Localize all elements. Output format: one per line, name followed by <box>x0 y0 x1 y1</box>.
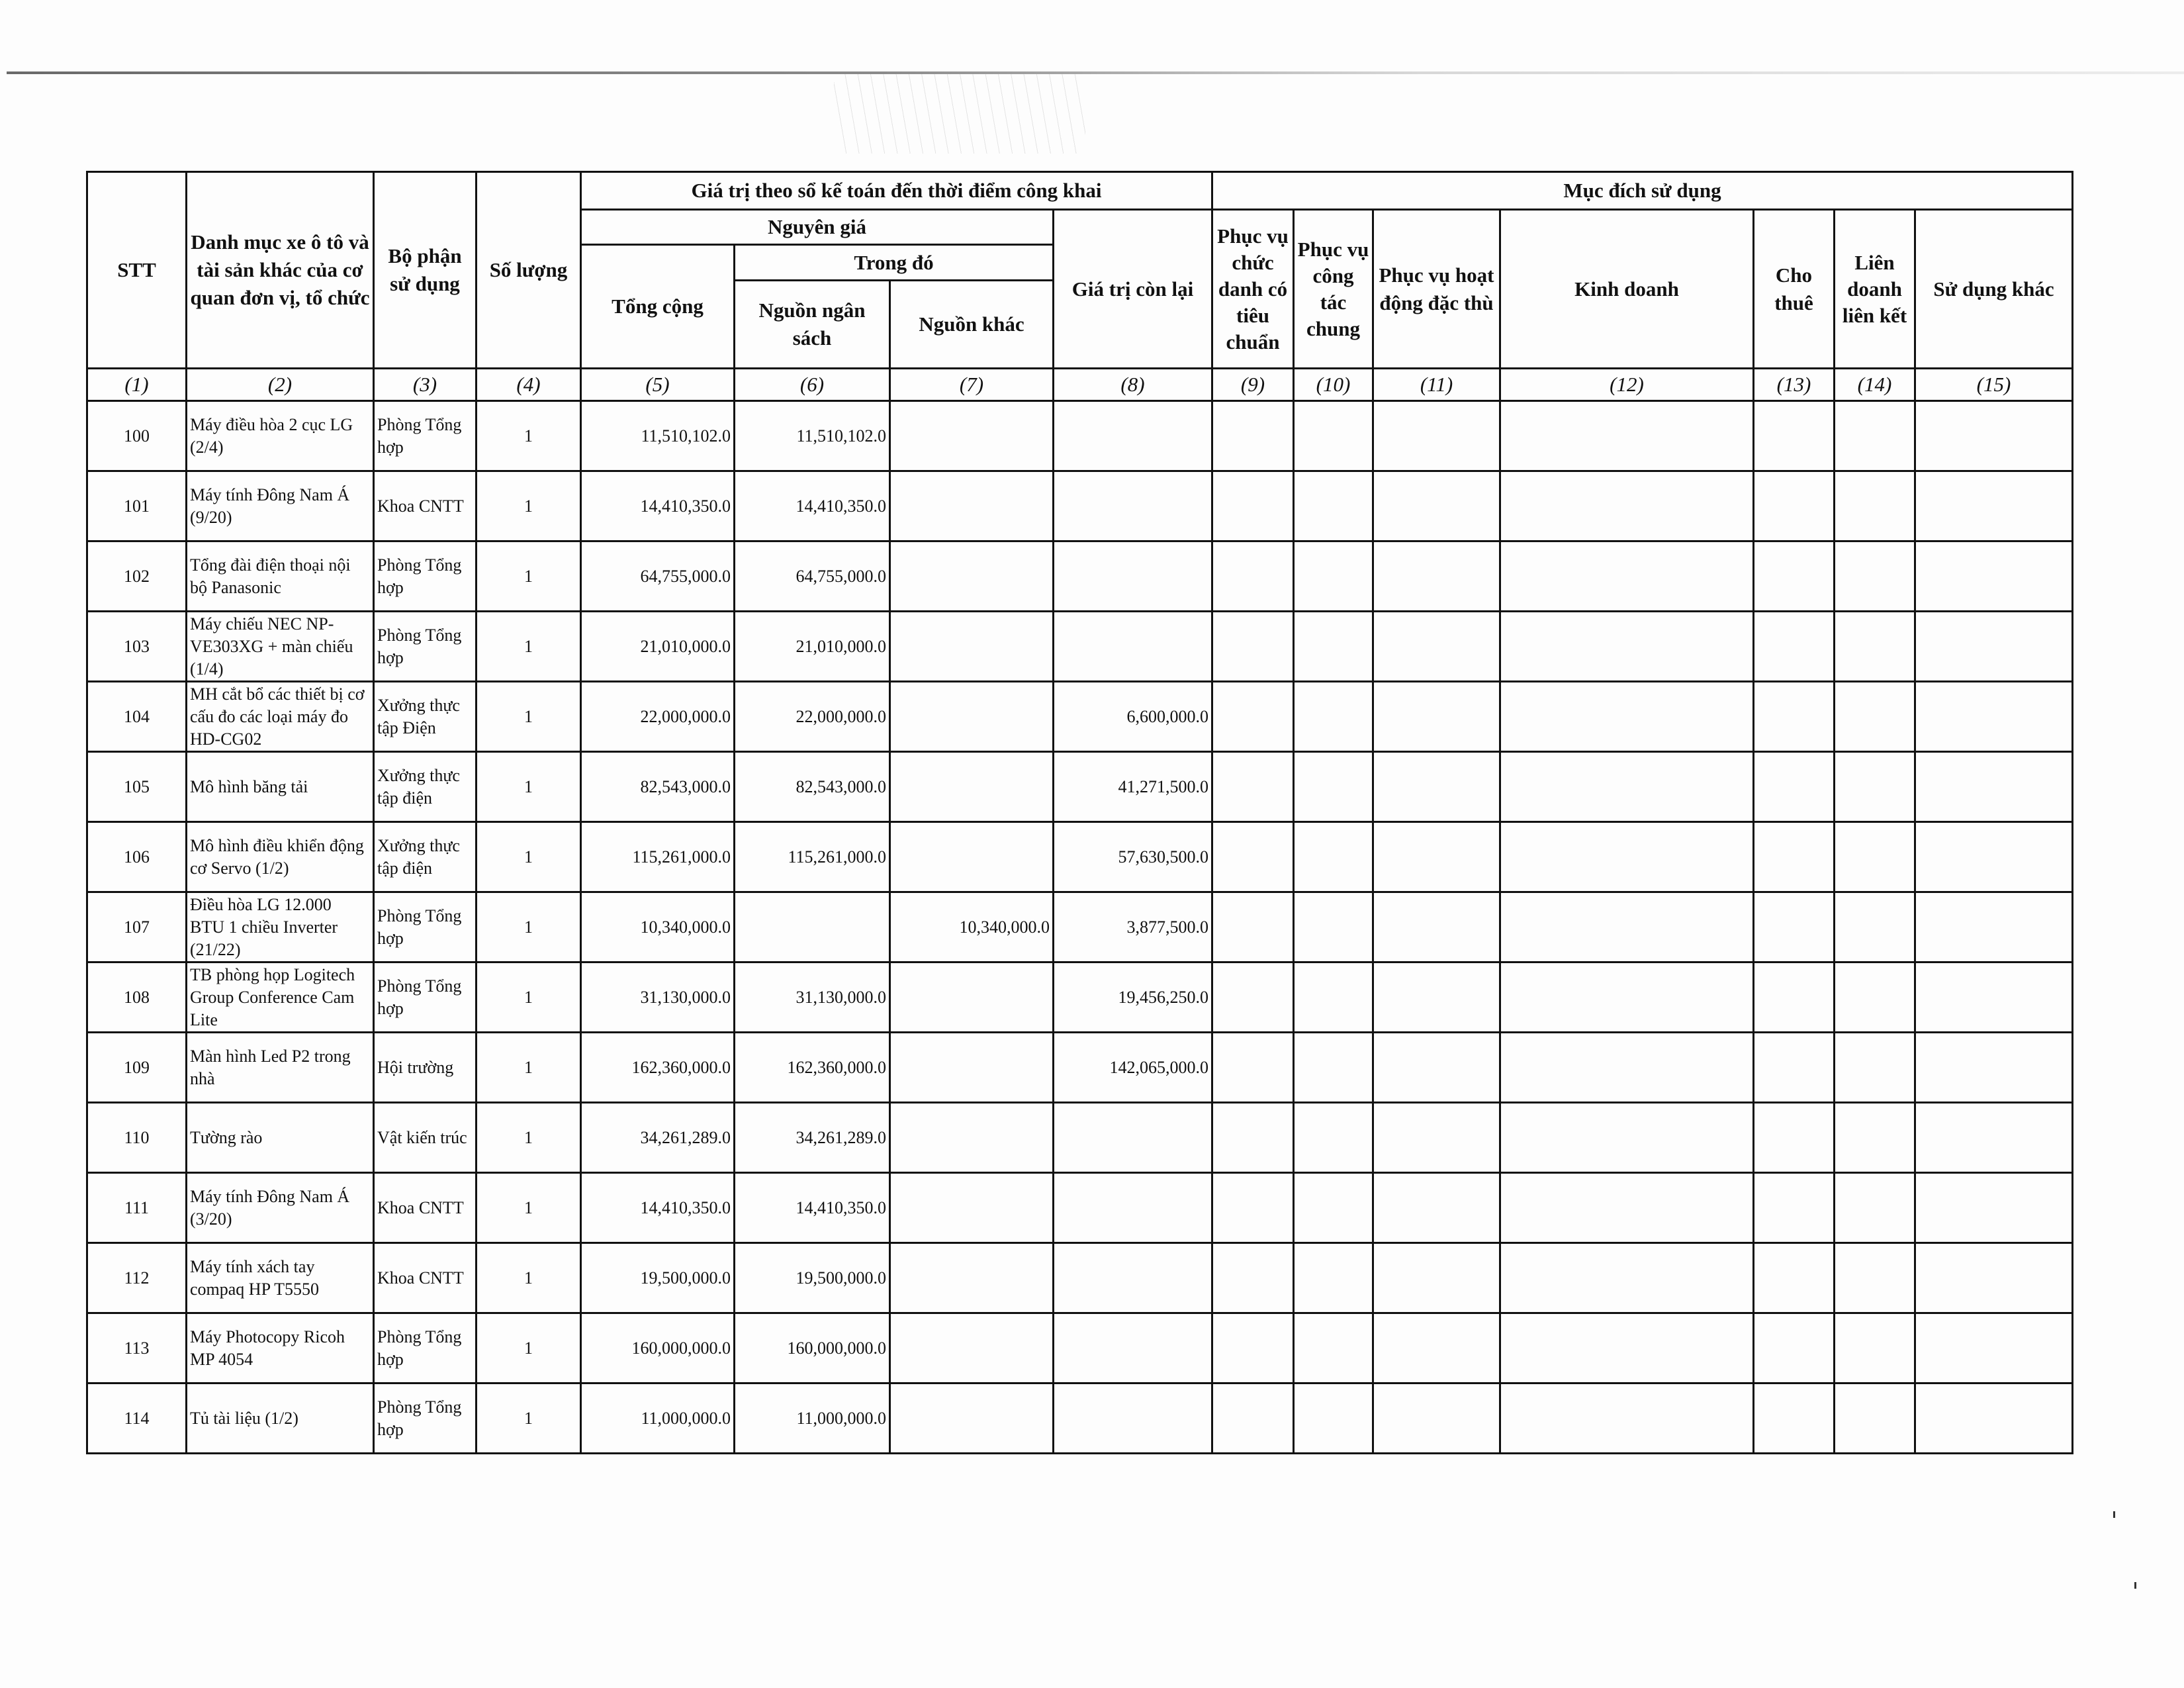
cell-other-use <box>1915 1173 2073 1243</box>
header-department: Bộ phận sử dụng <box>374 172 477 369</box>
cell-asset-name <box>187 1173 374 1243</box>
cell-total: 115,261,000.0 <box>581 822 735 892</box>
cell-residual-value: 19,456,250.0 <box>1054 962 1212 1033</box>
cell-state-budget: 64,755,000.0 <box>735 541 890 612</box>
asset-name-text: Tủ tài liệu (1/2) <box>190 1408 298 1428</box>
cell-department: Xưởng thực tập Điện <box>374 682 477 752</box>
asset-name-text: TB phòng họp Logitech Group Conference Cam Lite <box>190 964 355 1029</box>
table-row <box>87 1173 2073 1243</box>
cell-asset-name <box>187 612 374 682</box>
cell-business <box>1500 822 1754 892</box>
cell-asset-name <box>187 541 374 612</box>
cell-asset-name <box>187 471 374 541</box>
cell-other-source: 10,340,000.0 <box>890 892 1054 962</box>
cell-joint-venture <box>1835 962 1915 1033</box>
cell-department: Phòng Tổng hợp <box>374 612 477 682</box>
header-asset-list: Danh mục xe ô tô và tài sản khác của cơ quan đơn vị, tổ chức <box>187 172 374 369</box>
cell-lease <box>1754 1103 1835 1173</box>
cell-quantity: 1 <box>477 892 581 962</box>
cell-quantity: 1 <box>477 1243 581 1313</box>
column-number-row <box>87 369 2073 401</box>
cell-other-use <box>1915 401 2073 471</box>
cell-state-budget: 11,000,000.0 <box>735 1383 890 1454</box>
cell-other-use <box>1915 962 2073 1033</box>
cell-residual-value <box>1054 401 1212 471</box>
colnum: (8) <box>1054 369 1212 401</box>
cell-lease <box>1754 612 1835 682</box>
asset-name-text: Máy tính Đông Nam Á (3/20) <box>190 1186 350 1229</box>
cell-general-work <box>1294 962 1373 1033</box>
header-of-which: Trong đó <box>735 245 1054 281</box>
cell-asset-name <box>187 1313 374 1383</box>
cell-lease <box>1754 1033 1835 1103</box>
table-row <box>87 682 2073 752</box>
cell-other-use <box>1915 1103 2073 1173</box>
asset-name-text: Máy Photocopy Ricoh MP 4054 <box>190 1327 345 1369</box>
cell-title-standard <box>1212 1173 1294 1243</box>
cell-other-source <box>890 682 1054 752</box>
cell-other-use <box>1915 822 2073 892</box>
cell-business <box>1500 962 1754 1033</box>
colnum: (13) <box>1754 369 1835 401</box>
cell-department: Hội trường <box>374 1033 477 1103</box>
cell-joint-venture <box>1835 1033 1915 1103</box>
cell-stt: 102 <box>87 541 187 612</box>
cell-lease <box>1754 1173 1835 1243</box>
cell-quantity: 1 <box>477 1173 581 1243</box>
cell-joint-venture <box>1835 1383 1915 1454</box>
cell-business <box>1500 682 1754 752</box>
cell-residual-value: 142,065,000.0 <box>1054 1033 1212 1103</box>
header-business: Kinh doanh <box>1500 210 1754 369</box>
cell-residual-value: 6,600,000.0 <box>1054 682 1212 752</box>
cell-state-budget: 115,261,000.0 <box>735 822 890 892</box>
cell-total: 11,510,102.0 <box>581 401 735 471</box>
cell-title-standard <box>1212 401 1294 471</box>
cell-total: 34,261,289.0 <box>581 1103 735 1173</box>
asset-name-text: Máy tính xách tay compaq HP T5550 <box>190 1256 319 1299</box>
cell-residual-value <box>1054 1383 1212 1454</box>
cell-stt: 108 <box>87 962 187 1033</box>
cell-joint-venture <box>1835 892 1915 962</box>
cell-general-work <box>1294 1313 1373 1383</box>
header-joint-venture: Liên doanh liên kết <box>1835 210 1915 369</box>
cell-business <box>1500 892 1754 962</box>
cell-quantity: 1 <box>477 401 581 471</box>
cell-quantity: 1 <box>477 612 581 682</box>
cell-asset-name <box>187 1033 374 1103</box>
cell-stt: 107 <box>87 892 187 962</box>
table-row <box>87 1383 2073 1454</box>
cell-lease <box>1754 682 1835 752</box>
cell-title-standard <box>1212 1103 1294 1173</box>
cell-department: Xưởng thực tập điện <box>374 822 477 892</box>
cell-residual-value <box>1054 1173 1212 1243</box>
colnum: (10) <box>1294 369 1373 401</box>
cell-total: 31,130,000.0 <box>581 962 735 1033</box>
colnum: (9) <box>1212 369 1294 401</box>
cell-state-budget: 21,010,000.0 <box>735 612 890 682</box>
cell-title-standard <box>1212 682 1294 752</box>
cell-lease <box>1754 962 1835 1033</box>
cell-department: Khoa CNTT <box>374 1173 477 1243</box>
cell-business <box>1500 1313 1754 1383</box>
cell-total: 82,543,000.0 <box>581 752 735 822</box>
asset-name-text: Máy tính Đông Nam Á (9/20) <box>190 485 350 527</box>
cell-stt: 103 <box>87 612 187 682</box>
cell-state-budget: 34,261,289.0 <box>735 1103 890 1173</box>
cell-other-source <box>890 822 1054 892</box>
table-row <box>87 1103 2073 1173</box>
cell-title-standard <box>1212 752 1294 822</box>
colnum: (11) <box>1373 369 1500 401</box>
cell-joint-venture <box>1835 1243 1915 1313</box>
asset-name-text: MH cắt bổ các thiết bị cơ cấu đo các loại máy đo HD-CG02 <box>190 684 365 749</box>
colnum: (12) <box>1500 369 1754 401</box>
cell-stt: 113 <box>87 1313 187 1383</box>
cell-joint-venture <box>1835 682 1915 752</box>
cell-residual-value: 3,877,500.0 <box>1054 892 1212 962</box>
cell-asset-name <box>187 752 374 822</box>
cell-joint-venture <box>1835 1103 1915 1173</box>
cell-business <box>1500 541 1754 612</box>
cell-asset-name <box>187 1103 374 1173</box>
cell-stt: 100 <box>87 401 187 471</box>
cell-joint-venture <box>1835 471 1915 541</box>
cell-asset-name <box>187 401 374 471</box>
colnum: (1) <box>87 369 187 401</box>
cell-department: Phòng Tổng hợp <box>374 541 477 612</box>
header-other-source: Nguồn khác <box>890 281 1054 369</box>
scan-top-rule <box>7 71 2184 74</box>
cell-other-use <box>1915 1033 2073 1103</box>
cell-other-source <box>890 752 1054 822</box>
header-book-value: Giá trị theo sổ kế toán đến thời điểm công khai <box>581 172 1212 210</box>
cell-other-use <box>1915 1313 2073 1383</box>
header-original-cost: Nguyên giá <box>581 210 1054 245</box>
cell-special-activity <box>1373 401 1500 471</box>
cell-residual-value <box>1054 1243 1212 1313</box>
table-row <box>87 822 2073 892</box>
cell-other-source <box>890 1243 1054 1313</box>
colnum: (15) <box>1915 369 2073 401</box>
cell-special-activity <box>1373 1243 1500 1313</box>
cell-business <box>1500 612 1754 682</box>
cell-title-standard <box>1212 1313 1294 1383</box>
cell-general-work <box>1294 471 1373 541</box>
cell-special-activity <box>1373 612 1500 682</box>
cell-business <box>1500 1033 1754 1103</box>
cell-total: 21,010,000.0 <box>581 612 735 682</box>
cell-general-work <box>1294 401 1373 471</box>
cell-total: 162,360,000.0 <box>581 1033 735 1103</box>
cell-special-activity <box>1373 1033 1500 1103</box>
cell-other-source <box>890 1173 1054 1243</box>
cell-other-source <box>890 1313 1054 1383</box>
header-residual-value: Giá trị còn lại <box>1054 210 1212 369</box>
cell-department: Phòng Tổng hợp <box>374 1313 477 1383</box>
cell-asset-name <box>187 1243 374 1313</box>
table-row <box>87 892 2073 962</box>
cell-general-work <box>1294 682 1373 752</box>
table-row <box>87 1033 2073 1103</box>
cell-stt: 111 <box>87 1173 187 1243</box>
cell-special-activity <box>1373 471 1500 541</box>
cell-lease <box>1754 541 1835 612</box>
cell-other-source <box>890 471 1054 541</box>
cell-special-activity <box>1373 822 1500 892</box>
cell-asset-name <box>187 682 374 752</box>
cell-state-budget: 19,500,000.0 <box>735 1243 890 1313</box>
cell-special-activity <box>1373 1103 1500 1173</box>
cell-other-use <box>1915 612 2073 682</box>
cell-residual-value <box>1054 612 1212 682</box>
cell-joint-venture <box>1835 612 1915 682</box>
cell-business <box>1500 471 1754 541</box>
cell-state-budget: 14,410,350.0 <box>735 1173 890 1243</box>
cell-joint-venture <box>1835 401 1915 471</box>
cell-special-activity <box>1373 962 1500 1033</box>
cell-total: 11,000,000.0 <box>581 1383 735 1454</box>
table-body <box>87 401 2073 1454</box>
table-row <box>87 1243 2073 1313</box>
cell-state-budget <box>735 892 890 962</box>
cell-general-work <box>1294 612 1373 682</box>
table-row <box>87 752 2073 822</box>
table-row <box>87 401 2073 471</box>
header-general-work: Phục vụ công tác chung <box>1294 210 1373 369</box>
cell-state-budget: 31,130,000.0 <box>735 962 890 1033</box>
cell-total: 64,755,000.0 <box>581 541 735 612</box>
cell-joint-venture <box>1835 1313 1915 1383</box>
cell-general-work <box>1294 1243 1373 1313</box>
cell-department: Vật kiến trúc <box>374 1103 477 1173</box>
cell-general-work <box>1294 1033 1373 1103</box>
cell-stt: 105 <box>87 752 187 822</box>
colnum: (4) <box>477 369 581 401</box>
table-row <box>87 541 2073 612</box>
cell-stt: 106 <box>87 822 187 892</box>
asset-name-text: Điều hòa LG 12.000 BTU 1 chiều Inverter (21/22) <box>190 894 338 959</box>
cell-residual-value <box>1054 471 1212 541</box>
cell-quantity: 1 <box>477 541 581 612</box>
cell-department: Phòng Tổng hợp <box>374 962 477 1033</box>
cell-lease <box>1754 401 1835 471</box>
cell-state-budget: 82,543,000.0 <box>735 752 890 822</box>
cell-business <box>1500 752 1754 822</box>
table-header <box>87 172 2073 401</box>
cell-department: Phòng Tổng hợp <box>374 1383 477 1454</box>
cell-quantity: 1 <box>477 1313 581 1383</box>
cell-quantity: 1 <box>477 1103 581 1173</box>
cell-stt: 112 <box>87 1243 187 1313</box>
cell-title-standard <box>1212 1033 1294 1103</box>
cell-lease <box>1754 1383 1835 1454</box>
cell-residual-value <box>1054 541 1212 612</box>
cell-general-work <box>1294 822 1373 892</box>
asset-disclosure-table <box>86 171 2073 1454</box>
colnum: (7) <box>890 369 1054 401</box>
cell-special-activity <box>1373 1313 1500 1383</box>
cell-total: 22,000,000.0 <box>581 682 735 752</box>
cell-total: 160,000,000.0 <box>581 1313 735 1383</box>
cell-state-budget: 162,360,000.0 <box>735 1033 890 1103</box>
scan-speck <box>2113 1511 2115 1518</box>
cell-title-standard <box>1212 1243 1294 1313</box>
cell-business <box>1500 401 1754 471</box>
cell-department: Phòng Tổng hợp <box>374 892 477 962</box>
cell-lease <box>1754 892 1835 962</box>
cell-business <box>1500 1173 1754 1243</box>
cell-special-activity <box>1373 541 1500 612</box>
cell-special-activity <box>1373 1173 1500 1243</box>
cell-joint-venture <box>1835 752 1915 822</box>
cell-other-source <box>890 1103 1054 1173</box>
cell-state-budget: 22,000,000.0 <box>735 682 890 752</box>
header-purpose: Mục đích sử dụng <box>1212 172 2073 210</box>
cell-other-source <box>890 1033 1054 1103</box>
cell-total: 14,410,350.0 <box>581 471 735 541</box>
cell-general-work <box>1294 1103 1373 1173</box>
cell-business <box>1500 1243 1754 1313</box>
cell-other-source <box>890 962 1054 1033</box>
header-quantity: Số lượng <box>477 172 581 369</box>
cell-title-standard <box>1212 471 1294 541</box>
cell-other-use <box>1915 892 2073 962</box>
table-row <box>87 962 2073 1033</box>
cell-business <box>1500 1103 1754 1173</box>
cell-total: 14,410,350.0 <box>581 1173 735 1243</box>
header-state-budget: Nguồn ngân sách <box>735 281 890 369</box>
cell-special-activity <box>1373 682 1500 752</box>
cell-residual-value: 57,630,500.0 <box>1054 822 1212 892</box>
cell-state-budget: 160,000,000.0 <box>735 1313 890 1383</box>
asset-name-text: Màn hình Led P2 trong nhà <box>190 1046 351 1088</box>
asset-name-text: Mô hình điều khiển động cơ Servo (1/2) <box>190 835 364 878</box>
cell-other-source <box>890 401 1054 471</box>
cell-lease <box>1754 1243 1835 1313</box>
header-lease: Cho thuê <box>1754 210 1835 369</box>
cell-title-standard <box>1212 822 1294 892</box>
cell-quantity: 1 <box>477 471 581 541</box>
asset-name-text: Tổng đài điện thoại nội bộ Panasonic <box>190 555 351 597</box>
cell-special-activity <box>1373 752 1500 822</box>
cell-quantity: 1 <box>477 1033 581 1103</box>
header-stt: STT <box>87 172 187 369</box>
cell-residual-value <box>1054 1103 1212 1173</box>
colnum: (6) <box>735 369 890 401</box>
cell-state-budget: 11,510,102.0 <box>735 401 890 471</box>
cell-general-work <box>1294 541 1373 612</box>
cell-total: 19,500,000.0 <box>581 1243 735 1313</box>
header-other-use: Sử dụng khác <box>1915 210 2073 369</box>
cell-department: Xưởng thực tập điện <box>374 752 477 822</box>
cell-lease <box>1754 471 1835 541</box>
cell-joint-venture <box>1835 1173 1915 1243</box>
cell-stt: 110 <box>87 1103 187 1173</box>
cell-title-standard <box>1212 541 1294 612</box>
cell-stt: 104 <box>87 682 187 752</box>
cell-title-standard <box>1212 892 1294 962</box>
cell-business <box>1500 1383 1754 1454</box>
table-row <box>87 471 2073 541</box>
asset-name-text: Máy chiếu NEC NP-VE303XG + màn chiếu (1/4) <box>190 614 353 679</box>
cell-department: Phòng Tổng hợp <box>374 401 477 471</box>
cell-other-use <box>1915 471 2073 541</box>
cell-department: Khoa CNTT <box>374 471 477 541</box>
cell-title-standard <box>1212 962 1294 1033</box>
cell-stt: 101 <box>87 471 187 541</box>
cell-general-work <box>1294 752 1373 822</box>
table-row <box>87 1313 2073 1383</box>
cell-joint-venture <box>1835 822 1915 892</box>
cell-lease <box>1754 1313 1835 1383</box>
cell-special-activity <box>1373 892 1500 962</box>
cell-department: Khoa CNTT <box>374 1243 477 1313</box>
cell-residual-value <box>1054 1313 1212 1383</box>
colnum: (14) <box>1835 369 1915 401</box>
cell-other-use <box>1915 1243 2073 1313</box>
colnum: (5) <box>581 369 735 401</box>
cell-asset-name <box>187 1383 374 1454</box>
cell-joint-venture <box>1835 541 1915 612</box>
cell-residual-value: 41,271,500.0 <box>1054 752 1212 822</box>
cell-general-work <box>1294 1383 1373 1454</box>
cell-quantity: 1 <box>477 752 581 822</box>
cell-other-use <box>1915 752 2073 822</box>
cell-general-work <box>1294 892 1373 962</box>
cell-special-activity <box>1373 1383 1500 1454</box>
cell-total: 10,340,000.0 <box>581 892 735 962</box>
header-total: Tổng cộng <box>581 245 735 369</box>
faint-stamp-mark <box>834 74 1085 154</box>
cell-other-source <box>890 541 1054 612</box>
cell-general-work <box>1294 1173 1373 1243</box>
cell-asset-name <box>187 892 374 962</box>
cell-other-use <box>1915 1383 2073 1454</box>
cell-asset-name <box>187 822 374 892</box>
cell-quantity: 1 <box>477 962 581 1033</box>
cell-other-use <box>1915 541 2073 612</box>
scan-speck <box>2134 1582 2136 1589</box>
header-special-activity: Phục vụ hoạt động đặc thù <box>1373 210 1500 369</box>
cell-title-standard <box>1212 612 1294 682</box>
header-title-standard: Phục vụ chức danh có tiêu chuẩn <box>1212 210 1294 369</box>
cell-lease <box>1754 752 1835 822</box>
cell-title-standard <box>1212 1383 1294 1454</box>
asset-name-text: Máy điều hòa 2 cục LG (2/4) <box>190 414 353 457</box>
colnum: (3) <box>374 369 477 401</box>
asset-name-text: Mô hình băng tải <box>190 776 308 796</box>
cell-other-source <box>890 612 1054 682</box>
cell-state-budget: 14,410,350.0 <box>735 471 890 541</box>
cell-quantity: 1 <box>477 682 581 752</box>
cell-stt: 114 <box>87 1383 187 1454</box>
cell-lease <box>1754 822 1835 892</box>
cell-other-source <box>890 1383 1054 1454</box>
asset-name-text: Tường rào <box>190 1127 263 1147</box>
cell-stt: 109 <box>87 1033 187 1103</box>
cell-asset-name <box>187 962 374 1033</box>
cell-other-use <box>1915 682 2073 752</box>
cell-quantity: 1 <box>477 1383 581 1454</box>
colnum: (2) <box>187 369 374 401</box>
cell-quantity: 1 <box>477 822 581 892</box>
table-row <box>87 612 2073 682</box>
